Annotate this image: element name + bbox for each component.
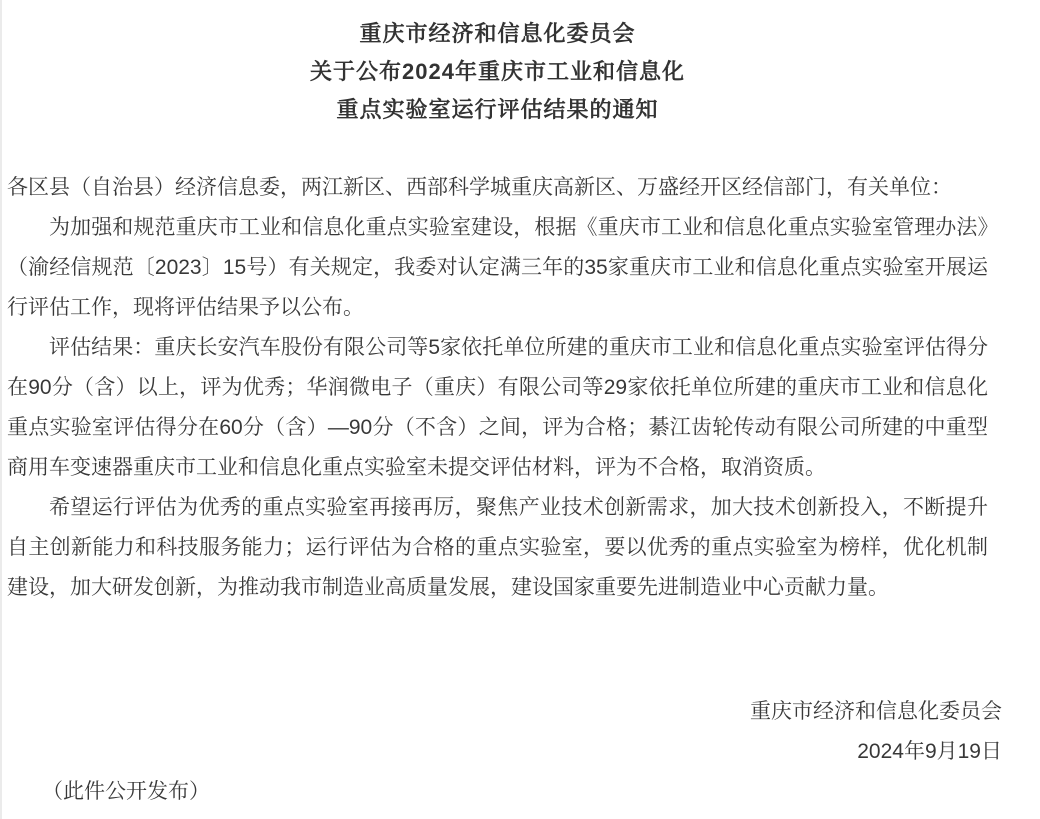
doc-title [2, 0, 1040, 129]
doc-title-line-1: 重庆市经济和信息化委员会 [359, 21, 636, 46]
doc-title-line-2: 关于公布2024年重庆市工业和信息化 [310, 59, 685, 84]
issuer-name: 重庆市经济和信息化委员会 [750, 700, 1002, 723]
doc-body [2, 168, 1040, 608]
doc-title-line-3: 重点实验室运行评估结果的通知 [336, 97, 659, 122]
paragraph-expectations: 希望运行评估为优秀的重点实验室再接再厉，聚焦产业技术创新需求，加大技术创新投入，不断提升自主创新能力和科技服务能力；运行评估为合格的重点实验室，要以优秀的重点实验室为榜样，优化机制建设，加大研发创新，为推动我市制造业高质量发展，建设国家重要先进制造业中心贡献力量。 [7, 496, 988, 599]
paragraph-evaluation-results: 评估结果：重庆长安汽车股份有限公司等5家依托单位所建的重庆市工业和信息化重点实验室评估得分在90分（含）以上，评为优秀；华润微电子（重庆）有限公司等29家依托单位所建的重庆市工业和信息化重点实验室评估得分在60分（含）—90分（不含）之间，评为合格；綦江齿轮传动有限公司所建的中重型商用车变速器重庆市工业和信息化重点实验室未提交评估材料，评为不合格，取消资质。 [7, 336, 988, 479]
issue-date: 2024年9月19日 [857, 740, 1002, 763]
salutation-line: 各区县（自治县）经济信息委，两江新区、西部科学城重庆高新区、万盛经开区经信部门，有关单位： [7, 176, 952, 199]
publish-note: （此件公开发布） [42, 780, 210, 803]
signature-block [2, 692, 1040, 772]
paragraph-basis: 为加强和规范重庆市工业和信息化重点实验室建设，根据《重庆市工业和信息化重点实验室管理办法》（渝经信规范〔2023〕15号）有关规定，我委对认定满三年的35家重庆市工业和信息化重点实验室开展运行评估工作，现将评估结果予以公布。 [7, 216, 988, 319]
